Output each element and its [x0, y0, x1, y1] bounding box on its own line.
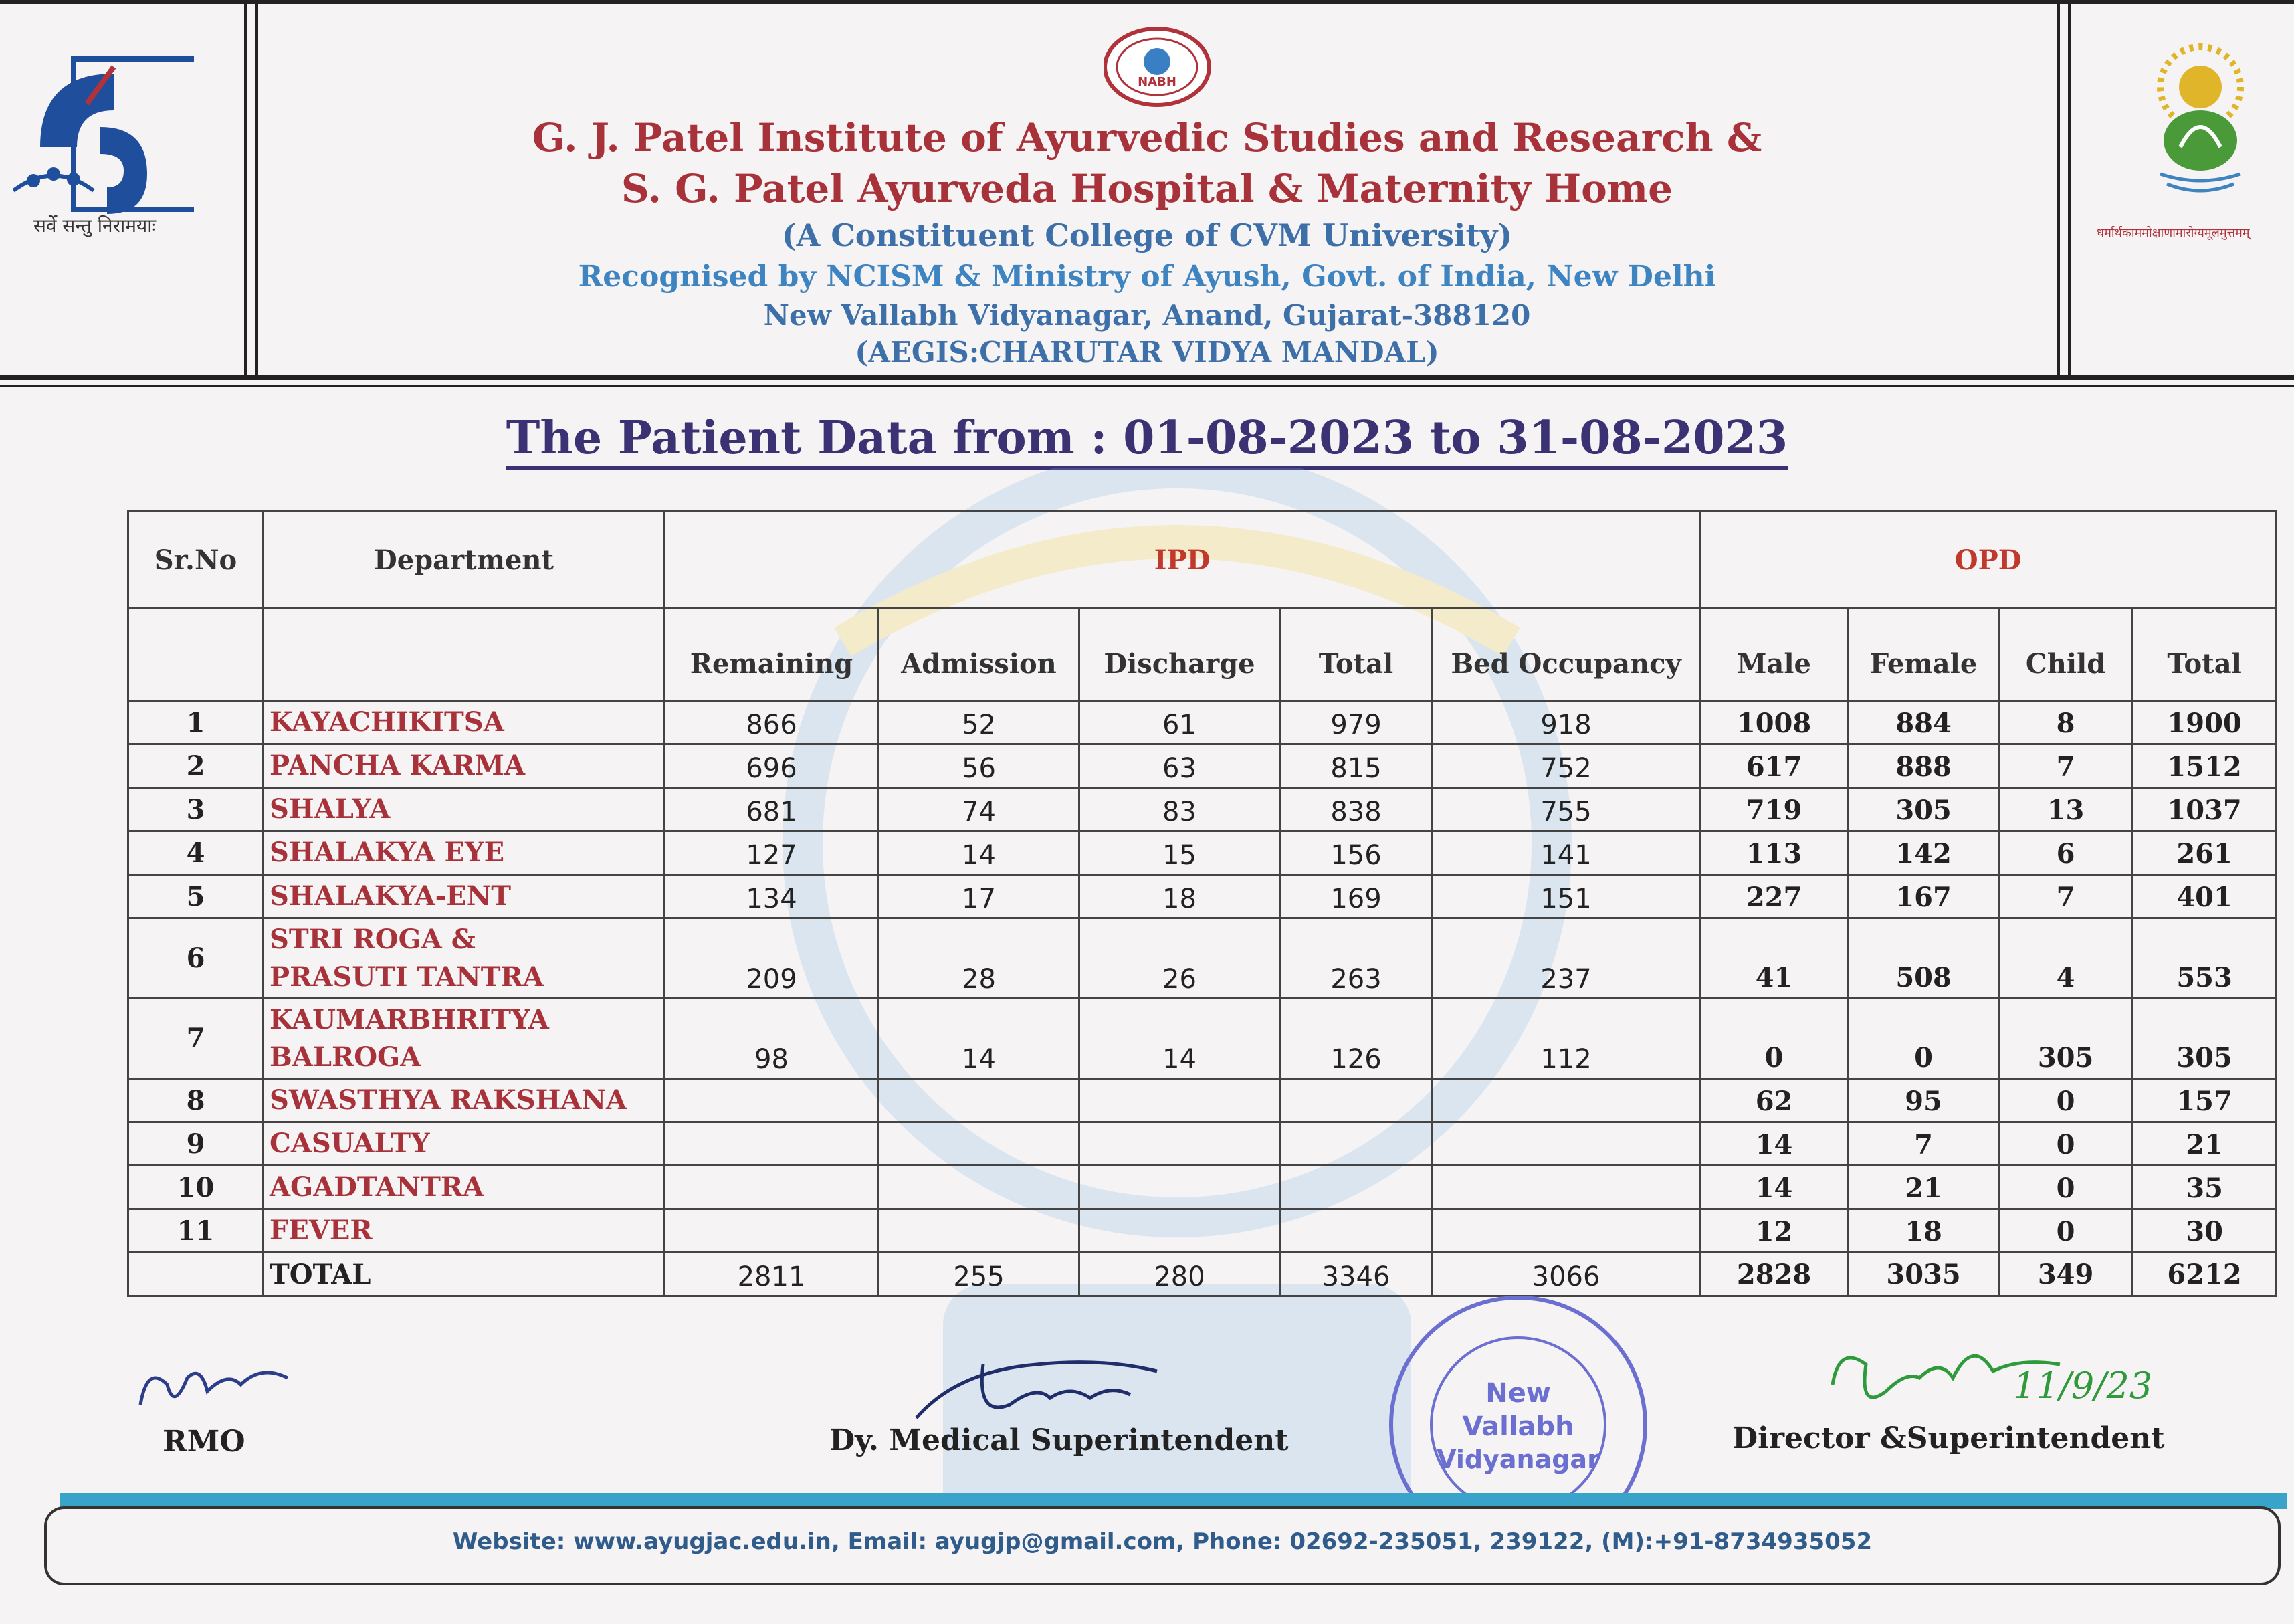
cell-opd-total: 157 — [2133, 1079, 2277, 1122]
table-header-row — [128, 512, 2277, 609]
stamp-line1: New — [1485, 1378, 1551, 1409]
cell-remaining: 134 — [665, 875, 879, 918]
cell-female: 508 — [1849, 918, 1999, 999]
cell-ipd-total: 979 — [1280, 701, 1433, 744]
table-row — [128, 875, 2277, 918]
cell-child: 7 — [1999, 875, 2133, 918]
cell-ipd-total: 126 — [1280, 999, 1433, 1079]
subheader-remaining: Remaining — [665, 609, 879, 701]
row-department-line1: FEVER — [270, 1215, 373, 1246]
cell-child: 0 — [1999, 1166, 2133, 1209]
cell-admission: 17 — [879, 875, 1079, 918]
header-srno: Sr.No — [128, 512, 264, 609]
cell-admission — [879, 1079, 1079, 1122]
dy-medical-superintendent-label: Dy. Medical Superintendent — [829, 1423, 1289, 1457]
total-empty-sr — [128, 1253, 264, 1296]
row-department — [264, 1209, 665, 1253]
header-opd: OPD — [1700, 512, 2277, 609]
cell-discharge: 15 — [1079, 831, 1280, 875]
cell-ipd-total — [1280, 1122, 1433, 1166]
table-row — [128, 831, 2277, 875]
cell-remaining: 127 — [665, 831, 879, 875]
table-subheader-row — [128, 609, 2277, 701]
cell-male: 14 — [1700, 1122, 1849, 1166]
cell-ipd-total — [1280, 1209, 1433, 1253]
cell-bed-occupancy — [1433, 1122, 1700, 1166]
address-line: New Vallabh Vidyanagar, Anand, Gujarat-388120 — [763, 299, 1531, 332]
total-opd-cell: 2828 — [1700, 1253, 1849, 1296]
cell-child: 4 — [1999, 918, 2133, 999]
header-bottom-border — [0, 375, 2294, 380]
cell-bed-occupancy — [1433, 1079, 1700, 1122]
cell-ipd-total: 156 — [1280, 831, 1433, 875]
row-srno: 10 — [128, 1166, 264, 1209]
table-row — [128, 744, 2277, 788]
cell-child: 305 — [1999, 999, 2133, 1079]
subheader-empty-sr — [128, 609, 264, 701]
cell-male: 1008 — [1700, 701, 1849, 744]
row-srno: 4 — [128, 831, 264, 875]
cell-discharge — [1079, 1122, 1280, 1166]
total-ipd-cell: 3066 — [1433, 1253, 1700, 1296]
table-row — [128, 1166, 2277, 1209]
row-department-line1: CASUALTY — [270, 1128, 430, 1159]
cell-female: 142 — [1849, 831, 1999, 875]
cell-male: 41 — [1700, 918, 1849, 999]
total-opd-cell: 6212 — [2133, 1253, 2277, 1296]
cell-discharge: 83 — [1079, 788, 1280, 831]
cell-male: 14 — [1700, 1166, 1849, 1209]
cell-admission: 52 — [879, 701, 1079, 744]
cell-female: 7 — [1849, 1122, 1999, 1166]
cell-male: 617 — [1700, 744, 1849, 788]
table-row — [128, 1122, 2277, 1166]
institute-motto: सर्वे सन्तु निरामयाः — [33, 215, 157, 237]
row-department-line1: STRI ROGA & — [270, 923, 476, 955]
cell-admission: 14 — [879, 831, 1079, 875]
subheader-bed-occupancy: Bed Occupancy — [1433, 609, 1700, 701]
cell-bed-occupancy — [1433, 1209, 1700, 1253]
cell-admission: 28 — [879, 918, 1079, 999]
cell-discharge: 14 — [1079, 999, 1280, 1079]
cell-child: 0 — [1999, 1122, 2133, 1166]
cell-ipd-total: 838 — [1280, 788, 1433, 831]
cell-discharge: 26 — [1079, 918, 1280, 999]
cell-remaining: 209 — [665, 918, 879, 999]
cell-remaining: 681 — [665, 788, 879, 831]
page-title-text: The Patient Data from : 01-08-2023 to 31-08-2023 — [506, 411, 1788, 470]
affiliation-line: (A Constituent College of CVM University) — [781, 217, 1513, 253]
director-superintendent-label: Director &Superintendent — [1732, 1421, 2165, 1455]
total-ipd-cell: 3346 — [1280, 1253, 1433, 1296]
cell-opd-total: 1037 — [2133, 788, 2277, 831]
hospital-motto: धर्मार्थकाममोक्षाणामारोग्यमूलमुत्तमम् — [2097, 226, 2250, 240]
dy-ms-signature-scribble — [903, 1344, 1184, 1434]
cell-discharge: 61 — [1079, 701, 1280, 744]
subheader-child: Child — [1999, 609, 2133, 701]
cell-child: 0 — [1999, 1079, 2133, 1122]
cell-opd-total: 401 — [2133, 875, 2277, 918]
cell-ipd-total: 815 — [1280, 744, 1433, 788]
row-department-line1: SWASTHYA RAKSHANA — [270, 1084, 627, 1116]
row-department-line1: SHALAKYA-ENT — [270, 880, 512, 912]
row-department — [264, 918, 665, 999]
cell-female: 18 — [1849, 1209, 1999, 1253]
recognition-line: Recognised by NCISM & Ministry of Ayush, Govt. of India, New Delhi — [578, 260, 1716, 294]
cell-male: 12 — [1700, 1209, 1849, 1253]
total-opd-cell: 349 — [1999, 1253, 2133, 1296]
total-label: TOTAL — [264, 1253, 665, 1296]
header-bottom-border-thin — [0, 385, 2294, 387]
row-department-line1: AGADTANTRA — [270, 1171, 484, 1203]
cell-child: 6 — [1999, 831, 2133, 875]
subheader-ipd-total: Total — [1280, 609, 1433, 701]
cell-remaining: 98 — [665, 999, 879, 1079]
cell-female: 884 — [1849, 701, 1999, 744]
patient-data-table — [127, 510, 2277, 1297]
cell-discharge — [1079, 1079, 1280, 1122]
subheader-empty-dept — [264, 609, 665, 701]
row-department — [264, 831, 665, 875]
cell-female: 888 — [1849, 744, 1999, 788]
cell-bed-occupancy: 755 — [1433, 788, 1700, 831]
cell-opd-total: 1900 — [2133, 701, 2277, 744]
stamp-line3: Vidyanagar — [1437, 1445, 1600, 1474]
total-ipd-cell: 280 — [1079, 1253, 1280, 1296]
row-srno: 2 — [128, 744, 264, 788]
total-ipd-cell: 2811 — [665, 1253, 879, 1296]
row-department — [264, 744, 665, 788]
cell-male: 719 — [1700, 788, 1849, 831]
institute-name-line2: S. G. Patel Ayurveda Hospital & Maternity Home — [621, 166, 1673, 211]
cell-bed-occupancy: 151 — [1433, 875, 1700, 918]
cell-bed-occupancy: 752 — [1433, 744, 1700, 788]
cell-discharge — [1079, 1166, 1280, 1209]
cell-female: 167 — [1849, 875, 1999, 918]
cell-bed-occupancy: 141 — [1433, 831, 1700, 875]
cell-ipd-total — [1280, 1166, 1433, 1209]
cell-discharge: 63 — [1079, 744, 1280, 788]
row-department-line1: SHALAKYA EYE — [270, 837, 505, 868]
row-department — [264, 875, 665, 918]
total-opd-cell: 3035 — [1849, 1253, 1999, 1296]
cell-child: 7 — [1999, 744, 2133, 788]
row-department-line1: SHALYA — [270, 793, 391, 825]
row-department-line1: KAUMARBHRITYA — [270, 1003, 549, 1035]
cell-remaining — [665, 1209, 879, 1253]
cell-bed-occupancy — [1433, 1166, 1700, 1209]
cell-ipd-total — [1280, 1079, 1433, 1122]
cell-admission — [879, 1122, 1079, 1166]
institute-name-line1: G. J. Patel Institute of Ayurvedic Studies and Research & — [532, 115, 1762, 161]
table-row — [128, 1079, 2277, 1122]
cell-discharge — [1079, 1209, 1280, 1253]
cell-discharge: 18 — [1079, 875, 1280, 918]
stamp-line2: Vallabh — [1462, 1411, 1574, 1442]
cell-remaining — [665, 1166, 879, 1209]
cell-child: 8 — [1999, 701, 2133, 744]
cell-male: 113 — [1700, 831, 1849, 875]
subheader-opd-total: Total — [2133, 609, 2277, 701]
row-department-line2: BALROGA — [270, 1041, 421, 1073]
row-srno: 1 — [128, 701, 264, 744]
table-row — [128, 1209, 2277, 1253]
nabh-label: NABH — [1138, 75, 1176, 89]
row-department-line2: PRASUTI TANTRA — [270, 960, 544, 993]
cell-male: 227 — [1700, 875, 1849, 918]
cell-opd-total: 21 — [2133, 1122, 2277, 1166]
row-department — [264, 999, 665, 1079]
cell-child: 13 — [1999, 788, 2133, 831]
row-department — [264, 1166, 665, 1209]
row-department — [264, 701, 665, 744]
cell-opd-total: 261 — [2133, 831, 2277, 875]
cell-female: 95 — [1849, 1079, 1999, 1122]
row-department — [264, 1122, 665, 1166]
table-row — [128, 788, 2277, 831]
cell-remaining — [665, 1079, 879, 1122]
cell-child: 0 — [1999, 1209, 2133, 1253]
row-srno: 9 — [128, 1122, 264, 1166]
aegis-line: (AEGIS:CHARUTAR VIDYA MANDAL) — [855, 336, 1439, 369]
cell-bed-occupancy: 112 — [1433, 999, 1700, 1079]
row-srno: 7 — [128, 999, 264, 1079]
header-top-border — [0, 0, 2294, 4]
row-srno: 6 — [128, 918, 264, 999]
row-srno: 3 — [128, 788, 264, 831]
footer-contact: Website: www.ayugjac.edu.in, Email: ayugjp@gmail.com, Phone: 02692-235051, 239122, (M):+91-8734935052 — [452, 1528, 1873, 1555]
cell-remaining: 866 — [665, 701, 879, 744]
row-srno: 8 — [128, 1079, 264, 1122]
cell-bed-occupancy: 918 — [1433, 701, 1700, 744]
cell-admission: 56 — [879, 744, 1079, 788]
table-total-row — [128, 1253, 2277, 1296]
cell-opd-total: 35 — [2133, 1166, 2277, 1209]
cell-remaining — [665, 1122, 879, 1166]
cell-female: 21 — [1849, 1166, 1999, 1209]
cell-admission — [879, 1166, 1079, 1209]
page-title — [0, 411, 2294, 465]
cell-admission — [879, 1209, 1079, 1253]
cell-opd-total: 553 — [2133, 918, 2277, 999]
row-department-line1: PANCHA KARMA — [270, 750, 526, 781]
cell-female: 0 — [1849, 999, 1999, 1079]
subheader-discharge: Discharge — [1079, 609, 1280, 701]
subheader-female: Female — [1849, 609, 1999, 701]
table-row — [128, 918, 2277, 999]
subheader-male: Male — [1700, 609, 1849, 701]
cell-ipd-total: 263 — [1280, 918, 1433, 999]
rmo-label: RMO — [163, 1425, 245, 1459]
row-department — [264, 788, 665, 831]
cell-admission: 74 — [879, 788, 1079, 831]
header-ipd: IPD — [665, 512, 1700, 609]
cell-ipd-total: 169 — [1280, 875, 1433, 918]
cell-admission: 14 — [879, 999, 1079, 1079]
table-row — [128, 701, 2277, 744]
cell-male: 62 — [1700, 1079, 1849, 1122]
rmo-signature-scribble — [134, 1358, 308, 1427]
header-department: Department — [264, 512, 665, 609]
cell-bed-occupancy: 237 — [1433, 918, 1700, 999]
cell-remaining: 696 — [665, 744, 879, 788]
subheader-admission: Admission — [879, 609, 1079, 701]
cell-female: 305 — [1849, 788, 1999, 831]
row-srno: 11 — [128, 1209, 264, 1253]
director-date-handwritten: 11/9/23 — [2013, 1364, 2153, 1407]
total-ipd-cell: 255 — [879, 1253, 1079, 1296]
cell-opd-total: 305 — [2133, 999, 2277, 1079]
cell-opd-total: 30 — [2133, 1209, 2277, 1253]
row-srno: 5 — [128, 875, 264, 918]
row-department — [264, 1079, 665, 1122]
cell-male: 0 — [1700, 999, 1849, 1079]
row-department-line1: KAYACHIKITSA — [270, 706, 504, 738]
nabh-badge — [1104, 27, 1211, 107]
cell-opd-total: 1512 — [2133, 744, 2277, 788]
table-row — [128, 999, 2277, 1079]
